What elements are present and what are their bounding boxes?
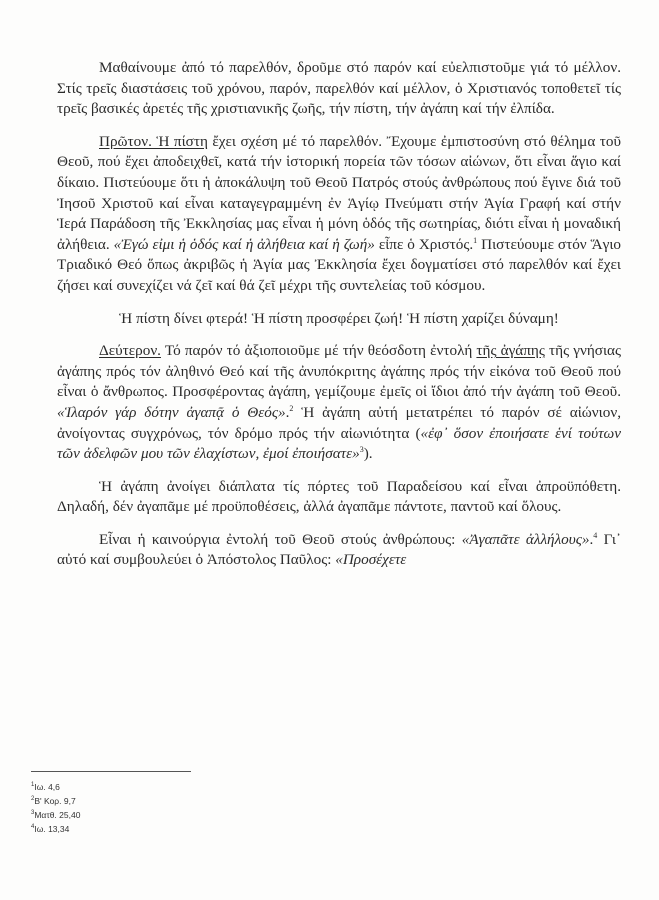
footnote-marker: 2 — [289, 403, 294, 413]
footnote-marker: 4 — [593, 530, 598, 540]
footnote-marker: 1 — [473, 235, 478, 245]
paragraph-text: . — [285, 403, 290, 421]
footnote-item — [31, 780, 291, 794]
footnote-ref: Β' Κορ. 9,7 — [34, 796, 76, 806]
footnote-ref: Ματθ. 25,40 — [34, 810, 81, 820]
emphasis-love: τῆς ἀγάπης — [476, 342, 545, 360]
quote: «Προσέχετε — [335, 551, 407, 569]
paragraph-text: εἶπε ὁ Χριστός. — [374, 235, 474, 253]
paragraph-text: Μαθαίνουμε ἀπό τό παρελθόν, δροῦμε στό παρόν καί εὐελπιστοῦμε γιά τό μέλλον. Στίς τρεῖς διαστάσεις τοῦ χρόνου, παρόν, παρελθόν καί μέλλον, ὁ Χριστιανός τοποθετεῖ τίς τρεῖς βασικές ἀρετές τῆς χριστιανικῆς ζωῆς, τήν πίστη, τήν ἀγάπη καί τήν ἐλπίδα. — [57, 59, 621, 118]
section-heading-faith: Πρῶτον. Ἡ πίστη — [99, 132, 208, 150]
body-text — [57, 58, 621, 583]
footnote-ref: Ιω. 4,6 — [34, 782, 60, 792]
paragraph-text: Ἡ ἀγάπη αὐτή μετατρέπει τό παρόν σέ αἰώνιον, ἀνοίγοντας συγχρόνως, τόν δρόμο πρός τήν αἰωνιότητα ( — [57, 403, 622, 442]
footnote-item — [31, 794, 291, 808]
quote: «Ἀγαπᾶτε ἀλλήλους» — [461, 530, 590, 548]
quote: «ἐφ᾽ ὅσον ἐποιήσατε ἑνί τούτων τῶν ἀδελφῶν μου τῶν ἐλαχίστων, ἐμοί ἐποιήσατε» — [57, 424, 622, 463]
paragraph-text: Ἡ πίστη δίνει φτερά! Ἡ πίστη προσφέρει ζωή! Ἡ πίστη χαρίζει δύναμη! — [119, 309, 559, 327]
section-heading-love: Δεύτερον. — [99, 342, 161, 360]
paragraph-love-unconditional — [57, 477, 621, 518]
footnote-mark: 4 — [31, 824, 35, 831]
footnote-mark: 2 — [31, 796, 35, 803]
footnote-divider — [31, 771, 191, 772]
paragraph-text: ἔχει σχέση μέ τό παρελθόν. Ἔχουμε ἐμπιστοσύνη στό θέλημα τοῦ Θεοῦ, πού ἔχει ἀποδειχθεῖ, κατά τήν ἱστορική πορεία τῶν τόσων αἰώνων, ὅτι εἶναι ἅγιο καί δίκαιο. Πιστεύουμε ὅτι ἡ ἀποκάλυψη τοῦ Θεοῦ Πατρός στούς ἀνθρώπους πού ἔγινε διά τοῦ Ἰησοῦ Χριστοῦ καί εἶναι καταγεγραμμένη ἐν Ἁγίῳ Πνεύματι στήν Ἁγία Γραφή καί στήν Ἱερά Παράδοση τῆς Ἐκκλησίας μας εἶναι ἡ μόνη ὁδός τῆς σωτηρίας, διότι εἶναι ἡ μοναδική ἀλήθεια. — [57, 132, 621, 253]
paragraph-text: Τό παρόν τό ἀξιοποιοῦμε μέ τήν θεόσδοτη ἐντολή — [160, 342, 477, 360]
paragraph-faith — [57, 132, 621, 297]
footnote-mark: 1 — [31, 782, 35, 789]
footnotes — [31, 771, 291, 836]
footnote-item — [31, 808, 291, 822]
footnote-mark: 3 — [31, 810, 35, 817]
paragraph-love — [57, 341, 621, 465]
paragraph-intro — [57, 58, 621, 120]
paragraph-new-commandment — [57, 530, 621, 571]
paragraph-text: ). — [363, 445, 373, 463]
footnote-ref: Ιω. 13,34 — [34, 824, 70, 834]
paragraph-text: Γι᾽ αὐτό καί συμβουλεύει ὁ Ἀπόστολος Παῦλος: — [57, 530, 621, 569]
quote: «Ἱλαρόν γάρ δότην ἀγαπᾷ ὁ Θεός» — [57, 403, 286, 421]
paragraph-faith-exclamation — [57, 309, 621, 330]
quote: «Ἐγώ εἰμι ἡ ὁδός καί ἡ ἀλήθεια καί ἡ ζωή» — [113, 235, 375, 253]
paragraph-text: Πιστεύουμε στόν Ἅγιο Τριαδικό Θεό ὅπως ἀκριβῶς ἡ Ἁγία μας Ἐκκλησία ἔχει δογματίσει στό παρελθόν καί ἔχει ζήσει καί συνεχίζει νά ζεῖ καί θά ζεῖ μέχρι τῆς συντελείας τοῦ κόσμου. — [57, 235, 622, 294]
footnote-marker: 3 — [359, 445, 364, 455]
paragraph-text: τῆς γνήσιας ἀγάπης πρός τόν ἀληθινό Θεό καί τῆς ἀνυπόκριτης ἀγάπης πρός τήν εἰκόνα τοῦ Θεοῦ πού εἶναι ὁ ἄνθρωπος. Προσφέροντας ἀγάπη, γεμίζουμε ἐμεῖς οἱ ἴδιοι ἀπό τήν ἀγάπη τοῦ Θεοῦ. — [57, 342, 622, 401]
paragraph-text: Ἡ ἀγάπη ἀνοίγει διάπλατα τίς πόρτες τοῦ Παραδείσου καί εἶναι ἀπροϋπόθετη. Δηλαδή, δέν ἀγαπᾶμε μέ προϋποθέσεις, ἀλλά ἀγαπᾶμε πάντοτε, παντοῦ καί ὅλους. — [57, 477, 621, 516]
paragraph-text: . — [589, 530, 594, 548]
paragraph-text: Εἶναι ἡ καινούργια ἐντολή τοῦ Θεοῦ στούς ἀνθρώπους: — [99, 530, 462, 548]
footnote-item — [31, 822, 291, 836]
